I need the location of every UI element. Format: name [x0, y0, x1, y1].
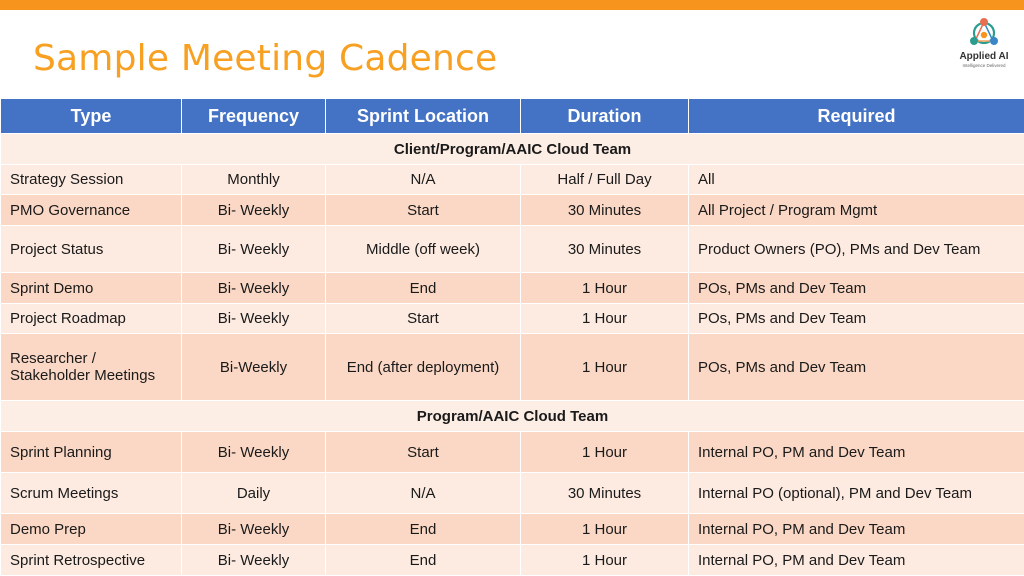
cell-required: POs, PMs and Dev Team: [689, 273, 1024, 304]
cell-frequency: Bi- Weekly: [182, 545, 326, 576]
table-row: [1, 514, 1024, 545]
cell-frequency: Bi- Weekly: [182, 226, 326, 273]
section-title: Client/Program/AAIC Cloud Team: [1, 134, 1024, 165]
cell-type: Project Status: [1, 226, 182, 273]
cell-required: Product Owners (PO), PMs and Dev Team: [689, 226, 1024, 273]
cell-required: Internal PO, PM and Dev Team: [689, 545, 1024, 576]
column-header-duration: Duration: [521, 99, 689, 134]
cell-frequency: Bi- Weekly: [182, 304, 326, 334]
cell-required: Internal PO (optional), PM and Dev Team: [689, 473, 1024, 514]
applied-ai-logo: [948, 14, 1020, 74]
cell-sprint-location: Start: [326, 432, 521, 473]
table-row: [1, 432, 1024, 473]
cell-frequency: Bi-Weekly: [182, 334, 326, 401]
column-header-type: Type: [1, 99, 182, 134]
table-row: [1, 545, 1024, 576]
table-row: [1, 473, 1024, 514]
table-row: [1, 273, 1024, 304]
cell-type: Demo Prep: [1, 514, 182, 545]
cell-type: Strategy Session: [1, 165, 182, 195]
column-header-required: Required: [689, 99, 1024, 134]
cell-frequency: Monthly: [182, 165, 326, 195]
cell-frequency: Bi- Weekly: [182, 273, 326, 304]
cell-frequency: Bi- Weekly: [182, 514, 326, 545]
cell-required: POs, PMs and Dev Team: [689, 304, 1024, 334]
slide-title: Sample Meeting Cadence: [33, 38, 498, 79]
cell-duration: Half / Full Day: [521, 165, 689, 195]
cell-sprint-location: End: [326, 545, 521, 576]
cell-duration: 30 Minutes: [521, 195, 689, 226]
top-accent-bar: [0, 0, 1024, 10]
cell-type: Sprint Retrospective: [1, 545, 182, 576]
cell-sprint-location: End (after deployment): [326, 334, 521, 401]
cell-frequency: Bi- Weekly: [182, 432, 326, 473]
cell-type: Researcher / Stakeholder Meetings: [1, 334, 182, 401]
cell-required: All Project / Program Mgmt: [689, 195, 1024, 226]
cell-frequency: Bi- Weekly: [182, 195, 326, 226]
cell-frequency: Daily: [182, 473, 326, 514]
cell-sprint-location: End: [326, 273, 521, 304]
cell-type: Sprint Demo: [1, 273, 182, 304]
cell-duration: 1 Hour: [521, 334, 689, 401]
cell-required: Internal PO, PM and Dev Team: [689, 514, 1024, 545]
cell-required: All: [689, 165, 1024, 195]
cell-duration: 1 Hour: [521, 514, 689, 545]
cell-sprint-location: End: [326, 514, 521, 545]
cell-type: PMO Governance: [1, 195, 182, 226]
table-row: [1, 226, 1024, 273]
cell-sprint-location: N/A: [326, 165, 521, 195]
logo-name: Applied AI: [959, 51, 1009, 62]
cell-sprint-location: Start: [326, 195, 521, 226]
table-row: [1, 165, 1024, 195]
cell-required: POs, PMs and Dev Team: [689, 334, 1024, 401]
column-header-frequency: Frequency: [182, 99, 326, 134]
table-header-row: [1, 99, 1024, 134]
column-header-sprint-location: Sprint Location: [326, 99, 521, 134]
cell-duration: 1 Hour: [521, 545, 689, 576]
cell-required: Internal PO, PM and Dev Team: [689, 432, 1024, 473]
cell-type: Scrum Meetings: [1, 473, 182, 514]
cell-duration: 30 Minutes: [521, 473, 689, 514]
cell-duration: 30 Minutes: [521, 226, 689, 273]
cell-type: Project Roadmap: [1, 304, 182, 334]
cell-sprint-location: Start: [326, 304, 521, 334]
cell-duration: 1 Hour: [521, 304, 689, 334]
section-title: Program/AAIC Cloud Team: [1, 401, 1024, 432]
cell-type: Sprint Planning: [1, 432, 182, 473]
section-header-row: [1, 134, 1024, 165]
table-row: [1, 304, 1024, 334]
table-row: [1, 195, 1024, 226]
meeting-cadence-table: [0, 98, 1024, 576]
section-header-row: [1, 401, 1024, 432]
table-row: [1, 334, 1024, 401]
logo-tagline: Intelligence Delivered: [962, 63, 1006, 68]
cell-duration: 1 Hour: [521, 273, 689, 304]
cell-sprint-location: Middle (off week): [326, 226, 521, 273]
network-people-icon: [966, 16, 1002, 50]
cell-duration: 1 Hour: [521, 432, 689, 473]
cell-sprint-location: N/A: [326, 473, 521, 514]
